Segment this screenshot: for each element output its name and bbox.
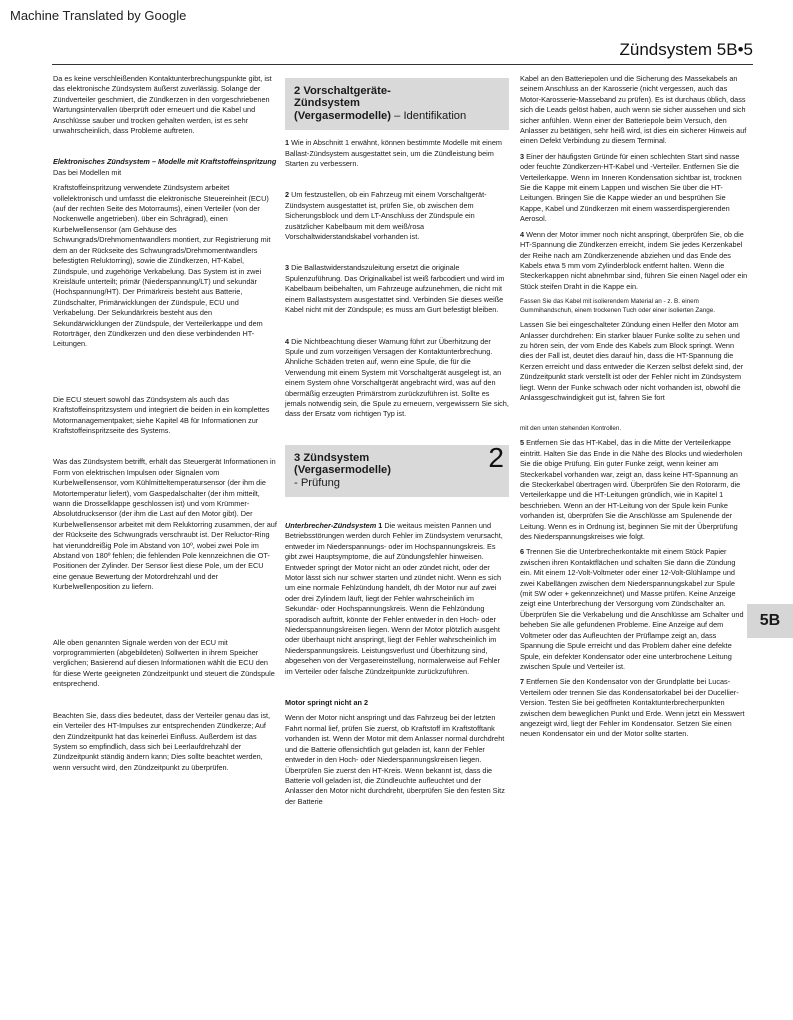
column-1 bbox=[53, 74, 277, 778]
chapter-tab: 5B bbox=[747, 604, 793, 638]
paragraph: Was das Zündsystem betrifft, erhält das Steuergerät Informationen in Form von elektrischen Impulsen oder Signalen vom Kurbelwellensensor, vom Kühlmitteltemperatursensor (der ihm die Motortemperatur liefert), vom Gaspedalschalter (der ihm mitteilt, wann die Drosselklappe geschlossen ist) und vom Krümmer-Absolutdrucksensor (der ihm die Last auf den Motor gibt). Der Kurbelwellensensor arbeitet mit dem Reluktorring zusammen, der auf der Rückseite des Schwungrads verschraubt ist. Der Reluctor-Ring hat vierunddreißig Pole im Abstand von 10º, wobei zwei Pole im Abstand von 180º fehlen; die fehlenden Pole kennzeichnen die OT-Positionen der Zylinder. Der Sensor liest diese Pole, um der ECU eine genaue Bewertung der Motordrehzahl und der Kurbelwellenposition zu liefern. bbox=[53, 457, 277, 592]
paragraph: Unterbrecher-Zündsystem 1 Die weitaus meisten Pannen und Betriebsstörungen werden durch Fehler im Zündsystem verursacht, entweder im Niederspannungs- oder im Hochspannungskreis. Es gibt zwei Hauptsymptome, die auf Zündungsfehler hinweisen. Entweder springt der Motor nicht an oder zündet nicht, oder der Motor lässt sich nur schwer starten und zündet nicht. Wenn es sich um eine normale Fehlzündung handelt, dh der Motor nur auf zwei oder drei Zylindern läuft, liegt der Fehler wahrscheinlich im Sekundär- oder Hochspannungskreis. Wenn die Fehlzündung sporadisch auftritt, könnte der Fehler entweder in den Hoch- oder Niederspannungskreisen liegen. Wenn der Motor plötzlich ausgeht oder überhaupt nicht anspringt, liegt der Fehler wahrscheinlich im Niederspannungskreis. Leistungsverlust und Überhitzung sind, abgesehen von der Vergasereinstellung, normalerweise auf Fehler im Verteiler oder falsche Zündzeitpunkte zurückzuführen. bbox=[285, 520, 503, 676]
machine-translation-banner: Machine Translated by Google bbox=[10, 8, 187, 23]
note-text: Fassen Sie das Kabel mit isolierendem Material an - z. B. einem Gummihandschuh, einem trockenen Tuch oder einer isolierten Zange. bbox=[520, 298, 715, 315]
section-title-line: 3 Zündsystem (Vergasermodelle) bbox=[294, 451, 391, 477]
numbered-step: 7 Entfernen Sie den Kondensator von der Grundplatte bei Lucas-Verteilern oder trennen Sie das Kondensatorkabel bei der Ducellier-Version. Testen Sie bei geöffneten Kontaktunterbrecherpunkten zwischen dem beweglichen Punkt und Erde. Wenn jetzt ein Messwert angezeigt wird, liegt der Fehler im Kondensator. Setzen Sie einen neuen Kondensator ein und der Motor sollte starten. bbox=[520, 677, 745, 739]
column-2 bbox=[285, 74, 509, 812]
section-number: 2 bbox=[294, 85, 301, 97]
section-title-suffix: – Identifikation bbox=[391, 109, 467, 122]
section-subheading: Elektronisches Zündsystem – Modelle mit Kraftstoffeinspritzung bbox=[53, 157, 277, 167]
paragraph: Da es keine verschleißenden Kontaktunterbrechungspunkte gibt, ist das elektronische Zündsystem äußerst zuverlässig. Solange der Zündverteiler geschmiert, die Zündkerzen in den vorgeschriebenen Wartungsintervallen überprüft oder erneuert und die Kabel und Anschlüsse sauber und trocken gehalten werden, ist es sehr unwahrscheinlich, dass Probleme auftreten. bbox=[53, 74, 272, 136]
paragraph: Beachten Sie, dass dies bedeutet, dass der Verteiler genau das ist, ein Verteiler des HT-Impulses zur entsprechenden Zündkerze; Auf den Zündzeitpunkt hat das keinerlei Einfluss. Außerdem ist das System so empfindlich, dass sich bei Leerlaufdrehzahl der Zündzeitpunkt ständig ändern kann; Dies sollte beachtet werden, wenn versucht wird, den Zündzeitpunkt zu überprüfen. bbox=[53, 710, 271, 772]
header-rule bbox=[52, 64, 753, 65]
paragraph: Wenn der Motor nicht anspringt und das Fahrzeug bei der letzten Fahrt normal lief, prüfen Sie zuerst, ob Kraftstoff im Kraftstofftank vorhanden ist. Wenn der Motor mit dem Anlasser normal durchdreht und die Batterie offensichtlich gut geladen ist, kann der Fehler entweder in den Hoch- oder Niederspannungskreisen liegen. Überprüfen Sie zuerst den HT-Kreis. Wenn bekannt ist, dass die Batterie voll geladen ist, die Zündleuchte aufleuchtet und der Anlasser den Motor nicht durchdreht, überprüfen Sie den festen Sitz der Batterie bbox=[285, 713, 505, 806]
section-subheading: Motor springt nicht an 2 bbox=[285, 698, 369, 708]
section-title-line: - Prüfung bbox=[294, 476, 341, 489]
column-3 bbox=[520, 74, 748, 745]
page-header-title: Zündsystem 5B•5 bbox=[619, 40, 753, 59]
paragraph: Kabel an den Batteriepolen und die Sicherung des Massekabels an seinem Anschluss an der Karosserie (nicht vergessen, auch das Motor-Karosserie-Masseband zu prüfen). Es ist durchaus üblich, dass sich die Leads gelöst haben, auch wenn sie sicher aussehen und sich sicher anfühlen. Wenn einer der Batteriepole beim Versuch, den Anlasser zu betätigen, sehr heiß wird, ist dies ein sicherer Hinweis auf einen Defekt Verbindung zu diesem Terminal. bbox=[520, 74, 747, 146]
paragraph: Die ECU steuert sowohl das Zündsystem als auch das Kraftstoffeinspritzsystem und integriert die beiden in ein komplettes Motormanagementpaket; siehe Kapitel 4B für Informationen zur Kraftstoffeinspritzseite des Systems. bbox=[53, 394, 270, 435]
paragraph: Elektronisches Zündsystem – Modelle mit Kraftstoffeinspritzung Das bei Modellen mit bbox=[53, 157, 277, 177]
numbered-step: 5 Entfernen Sie das HT-Kabel, das in die Mitte der Verteilerkappe eintritt. Halten Sie das Ende in die Nähe des Blocks und wiederholen Sie die obige Prüfung. Ein guter Funke zeigt, wenn keiner am Steckerkabel vorhanden war, zeigt an, dass keine HT-Spannung an die Steckerkabel übertragen wird. Überprüfen Sie den Rotorarm, die Verteilerkappe und die HT-Leitungen gründlich, wie in Kapitel 1 beschrieben. Wenn an der HT-Leitung von der Spule kein Funke vorhanden ist, überprüfen Sie die Anschlüsse am Spulenende der Leitung. Wenn es in Ordnung ist, beginnen Sie mit der Überprüfung des Niederspannungskreises wie folgt. bbox=[520, 438, 743, 542]
section-3-heading-box bbox=[285, 441, 509, 497]
numbered-step: 2 Um festzustellen, ob ein Fahrzeug mit einem Vorschaltgerät-Zündsystem ausgestattet ist, prüfen Sie, ob zwischen dem Sicherungsblock und dem LT-Anschluss der Zündspule ein zusätzlicher Kabelbaum mit dem weiß/rosa Vorschaltwiderstandskabel vorhanden ist. bbox=[285, 190, 487, 242]
numbered-step: 1 Wie in Abschnitt 1 erwähnt, können bestimmte Modelle mit einem Ballast-Zündsystem ausgestattet sein, um die Zündleistung beim Starten zu verbessern. bbox=[285, 138, 502, 169]
numbered-step: 6 Trennen Sie die Unterbrecherkontakte mit einem Stück Papier zwischen ihren Kontaktflächen und schalten Sie dann die Zündung ein. Mit einem 12-Volt-Voltmeter oder einer 12-Volt-Glühlampe und zwei Kabellängen zwischen dem Niederspannungskabel zur Spule (mit SW oder + gekennzeichnet) und Masse prüfen. Keine Anzeige zeigt eine Unterbrechung der Versorgung vom Zündschalter an. Überprüfen Sie die Verkabelung und die Anschlüsse am Schalter und beheben Sie alle gefundenen Probleme. Eine Anzeige auf dem Voltmeter oder das Aufleuchten der Prüflampe zeigt an, dass Spannung die Spule erreicht und das Problem daher eine defekte Spule, ein defekter Kondensator oder eine unterbrochene Leitung zwischen Spule und Verteiler ist. bbox=[520, 547, 744, 671]
section-title-line: Zündsystem bbox=[294, 97, 360, 110]
box-number: 2 bbox=[488, 441, 504, 473]
numbered-step: 4 Wenn der Motor immer noch nicht anspringt, überprüfen Sie, ob die HT-Spannung die Zündkerzen erreicht, indem Sie jedes Kerzenkabel der Reihe nach am Zündkerzenende abziehen und das Ende des Kabels etwa 5 mm vom Zylinderblock entfernt halten. Wenn die Steckerkappen nicht abnehmbar sind, führen Sie einen Nagel oder ein Stück steifen Draht in die Kappe ein. bbox=[520, 229, 748, 291]
numbered-step: 3 Die Ballastwiderstandszuleitung ersetzt die originale Spulenzuführung. Das Originalkabel ist weiß farbcodiert und wird im Kabelbaum beibehalten, um Fahrzeuge aufzunehmen, die nicht mit einem Ballastsystem ausgestattet sind. Verbinden Sie dieses weiße Kabel nicht mit der Zündspule; es muss am Gurt befestigt bleiben. bbox=[285, 263, 505, 315]
paragraph: Lassen Sie bei eingeschalteter Zündung einen Helfer den Motor am Anlasser durchdrehen: Ein starker blauer Funke sollte zu sehen und zu hören sein, der vom Ende des Kabels zum Block springt. Wenn dies der Fall ist, deutet dies darauf hin, dass die HT-Spannung die Kerzen erreicht und dass entweder die Kerzen selbst defekt sind, der Zündzeitpunkt stark verstellt ist oder der Fehler nicht im Zündsystem liegt. Wenn der Funke schwach oder nicht vorhanden ist, obwohl die Anlassgeschwindigkeit gut ist, fahren Sie fort bbox=[520, 320, 744, 402]
note-text: mit den unten stehenden Kontrollen. bbox=[520, 425, 622, 433]
numbered-step: 4 Die Nichtbeachtung dieser Warnung führt zur Überhitzung der Spule und zum vorzeitigen Versagen der Kontaktunterbrechung. Ähnliche Schäden treten auf, wenn eine Spule, die für die Verwendung mit einem System mit Vorschaltgerät ausgelegt ist, an einem System ohne Vorschaltgerät angebracht wird, was auf den übermäßig erzeugten Primärstrom zurückzuführen ist. Sollte es jemals notwendig sein, die Spule zu erneuern, vergewissern Sie sich, dass der Ersatz vom richtigen Typ ist. bbox=[285, 336, 509, 419]
paragraph: Alle oben genannten Signale werden von der ECU mit vorprogrammierten (abgebildeten) Sollwerten in ihrem Speicher verglichen; Basierend auf diesen Informationen wählt die ECU den für diese Werte geeigneten Zündzeitpunkt und steuert die Zündspule entsprechend. bbox=[53, 637, 275, 689]
section-title-line: (Vergasermodelle) bbox=[294, 109, 391, 122]
section-2-heading-box bbox=[285, 78, 509, 130]
section-subheading: Unterbrecher-Zündsystem bbox=[285, 520, 377, 530]
section-title-line: Vorschaltgeräte- bbox=[303, 85, 391, 97]
paragraph: Kraftstoffeinspritzung verwendete Zündsystem arbeitet vollelektronisch und umfasst die elektronische Steuereinheit (ECU) (auf der rechten Seite des Motorraums), einen Verteiler (von der Nockenwelle angetrieben). über ein Schrägrad), einen Kurbelwellensensor (am Gehäuse des Schwungrads/Drehmomentwandlers montiert, zur Registrierung mit dem an der Rückseite des Schwungrads/Drehmomentwandlers befestigten Reluktorring), sowie die Zündkerzen, HT-Kabel, Zündspule, und zugehörige Verkabelung. Das System ist in zwei Kreisläufe unterteilt; primär (Niederspannung/LT) und sekundär (Hochspannung/HT). Der Primärkreis besteht aus Batterie, Zündschalter, Primärwicklungen der Zündspule, ECU und Verkabelung. Der Sekundärkreis besteht aus den Sekundärwicklungen der Zündspule, der Verteilerkappe und dem Rotorträger, den Zündkerzen und den diese verbindenden HT-Leitungen. bbox=[53, 183, 271, 349]
numbered-step: 3 Einer der häufigsten Gründe für einen schlechten Start sind nasse oder feuchte Zündkerzen-HT-Kabel und -Verteiler. Entfernen Sie die Verteilerkappe. Wenn im Inneren Kondensation sichtbar ist, trocknen Sie die Kappe mit einem Lappen und wischen Sie über die HT-Leitungen. Bringen Sie die Kappe wieder an und besprühen Sie Kappe, Kabel und Zündkerzen mit einem wasserdispergierenden Aerosol. bbox=[520, 151, 742, 224]
